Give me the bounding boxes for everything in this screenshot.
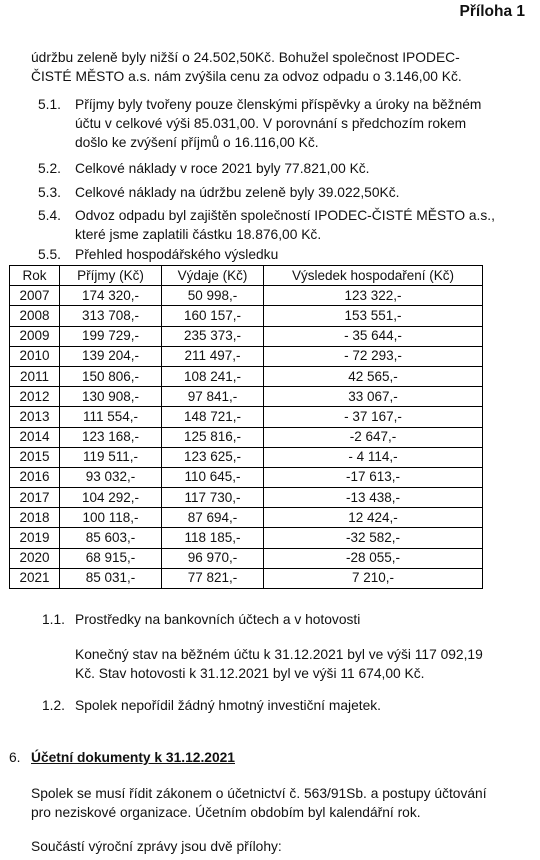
cell-year: 2012 xyxy=(10,387,60,407)
cell-expenses: 96 970,- xyxy=(162,548,264,568)
table-row xyxy=(10,326,483,346)
cell-result: - 72 293,- xyxy=(264,346,483,366)
cell-expenses: 160 157,- xyxy=(162,306,264,326)
table-row xyxy=(10,286,483,306)
cell-expenses: 110 645,- xyxy=(162,467,264,487)
cell-income: 93 032,- xyxy=(60,467,162,487)
cell-expenses: 97 841,- xyxy=(162,387,264,407)
table-row xyxy=(10,528,483,548)
cell-income: 139 204,- xyxy=(60,346,162,366)
cell-year: 2015 xyxy=(10,447,60,467)
cell-expenses: 77 821,- xyxy=(162,568,264,588)
cell-expenses: 123 625,- xyxy=(162,447,264,467)
intro-line-1: údržbu zeleně byly nižší o 24.502,50Kč. Bohužel společnost IPODEC- xyxy=(31,50,460,65)
cell-income: 119 511,- xyxy=(60,447,162,467)
header-expenses: Výdaje (Kč) xyxy=(162,266,264,286)
item-5-1-line-3: došlo ke zvýšení příjmů o 16.116,00 Kč. xyxy=(75,135,319,150)
cell-income: 100 118,- xyxy=(60,508,162,528)
table-row xyxy=(10,548,483,568)
cell-year: 2007 xyxy=(10,286,60,306)
cell-income: 123 168,- xyxy=(60,427,162,447)
item-number-5-1: 5.1. xyxy=(38,97,62,112)
appendix-label: Příloha 1 xyxy=(459,3,525,20)
cell-year: 2009 xyxy=(10,326,60,346)
table-row xyxy=(10,447,483,467)
accounting-para-line-2: pro neziskové organizace. Účetním obdobím byl kalendářní rok. xyxy=(31,805,421,820)
cell-expenses: 117 730,- xyxy=(162,488,264,508)
cell-expenses: 87 694,- xyxy=(162,508,264,528)
item-5-3-line-1: Celkové náklady na údržbu zeleně byly 39.022,50Kč. xyxy=(75,185,400,200)
cell-result: 153 551,- xyxy=(264,306,483,326)
section-number-1-2: 1.2. xyxy=(42,698,66,713)
cell-result: -17 613,- xyxy=(264,467,483,487)
table-row xyxy=(10,427,483,447)
section-6-heading: Účetní dokumenty k 31.12.2021 xyxy=(31,750,235,765)
cell-income: 150 806,- xyxy=(60,366,162,386)
cell-expenses: 125 816,- xyxy=(162,427,264,447)
item-5-4-line-1: Odvoz odpadu byl zajištěn společností IPODEC-ČISTÉ MĚSTO a.s., xyxy=(75,208,495,223)
cell-income: 85 031,- xyxy=(60,568,162,588)
section-1-2-text: Spolek nepořídil žádný hmotný investiční majetek. xyxy=(75,698,381,713)
section-number-1-1: 1.1. xyxy=(42,612,66,627)
cell-year: 2020 xyxy=(10,548,60,568)
item-number-5-2: 5.2. xyxy=(38,161,62,176)
cell-income: 130 908,- xyxy=(60,387,162,407)
cell-year: 2011 xyxy=(10,366,60,386)
table-row xyxy=(10,306,483,326)
header-income: Příjmy (Kč) xyxy=(60,266,162,286)
item-5-2-line-1: Celkové náklady v roce 2021 byly 77.821,00 Kč. xyxy=(75,161,370,176)
cell-year: 2016 xyxy=(10,467,60,487)
table-row xyxy=(10,508,483,528)
item-number-5-3: 5.3. xyxy=(38,185,62,200)
results-table xyxy=(9,265,483,589)
cell-result: -28 055,- xyxy=(264,548,483,568)
attachments-line: Součástí výroční zprávy jsou dvě přílohy: xyxy=(31,839,282,854)
cell-income: 199 729,- xyxy=(60,326,162,346)
header-result: Výsledek hospodaření (Kč) xyxy=(264,266,483,286)
cell-year: 2008 xyxy=(10,306,60,326)
cell-income: 111 554,- xyxy=(60,407,162,427)
cell-result: 33 067,- xyxy=(264,387,483,407)
cell-expenses: 148 721,- xyxy=(162,407,264,427)
cell-year: 2019 xyxy=(10,528,60,548)
section-number-6: 6. xyxy=(9,750,21,765)
item-5-1-line-1: Příjmy byly tvořeny pouze členskými příspěvky a úroky na běžném xyxy=(75,97,482,112)
table-header-row xyxy=(10,266,483,286)
cell-result: -2 647,- xyxy=(264,427,483,447)
table-row xyxy=(10,407,483,427)
cell-income: 174 320,- xyxy=(60,286,162,306)
cell-result: 12 424,- xyxy=(264,508,483,528)
item-number-5-4: 5.4. xyxy=(38,208,62,223)
cell-result: 7 210,- xyxy=(264,568,483,588)
cell-result: - 4 114,- xyxy=(264,447,483,467)
cell-year: 2010 xyxy=(10,346,60,366)
cell-expenses: 50 998,- xyxy=(162,286,264,306)
header-year: Rok xyxy=(10,266,60,286)
cell-result: 123 322,- xyxy=(264,286,483,306)
cell-result: -32 582,- xyxy=(264,528,483,548)
cell-expenses: 118 185,- xyxy=(162,528,264,548)
accounting-para-line-1: Spolek se musí řídit zákonem o účetnictví č. 563/91Sb. a postupy účtování xyxy=(31,786,487,801)
cell-year: 2021 xyxy=(10,568,60,588)
table-row xyxy=(10,467,483,487)
table-row xyxy=(10,346,483,366)
table-row xyxy=(10,568,483,588)
balance-para-line-2: Kč. Stav hotovosti k 31.12.2021 byl ve výši 11 674,00 Kč. xyxy=(75,666,425,681)
cell-year: 2013 xyxy=(10,407,60,427)
cell-income: 68 915,- xyxy=(60,548,162,568)
cell-result: - 35 644,- xyxy=(264,326,483,346)
cell-result: - 37 167,- xyxy=(264,407,483,427)
cell-expenses: 211 497,- xyxy=(162,346,264,366)
table-row xyxy=(10,366,483,386)
cell-income: 104 292,- xyxy=(60,488,162,508)
item-number-5-5: 5.5. xyxy=(38,247,62,262)
cell-income: 85 603,- xyxy=(60,528,162,548)
item-5-4-line-2: které jsme zaplatili částku 18.876,00 Kč. xyxy=(75,227,322,242)
cell-year: 2018 xyxy=(10,508,60,528)
item-5-1-line-2: účtu v celkové výši 85.031,00. V porovnání s předchozím rokem xyxy=(75,116,467,131)
cell-expenses: 108 241,- xyxy=(162,366,264,386)
cell-income: 313 708,- xyxy=(60,306,162,326)
cell-year: 2017 xyxy=(10,488,60,508)
intro-line-2: ČISTÉ MĚSTO a.s. nám zvýšila cenu za odvoz odpadu o 3.146,00 Kč. xyxy=(31,69,462,84)
item-5-5-line-1: Přehled hospodářského výsledku xyxy=(75,247,279,262)
table-row xyxy=(10,387,483,407)
cell-expenses: 235 373,- xyxy=(162,326,264,346)
cell-result: 42 565,- xyxy=(264,366,483,386)
cell-year: 2014 xyxy=(10,427,60,447)
cell-result: -13 438,- xyxy=(264,488,483,508)
balance-para-line-1: Konečný stav na běžném účtu k 31.12.2021 byl ve výši 117 092,19 xyxy=(75,647,483,662)
section-1-1-title: Prostředky na bankovních účtech a v hotovosti xyxy=(75,612,361,627)
table-row xyxy=(10,488,483,508)
